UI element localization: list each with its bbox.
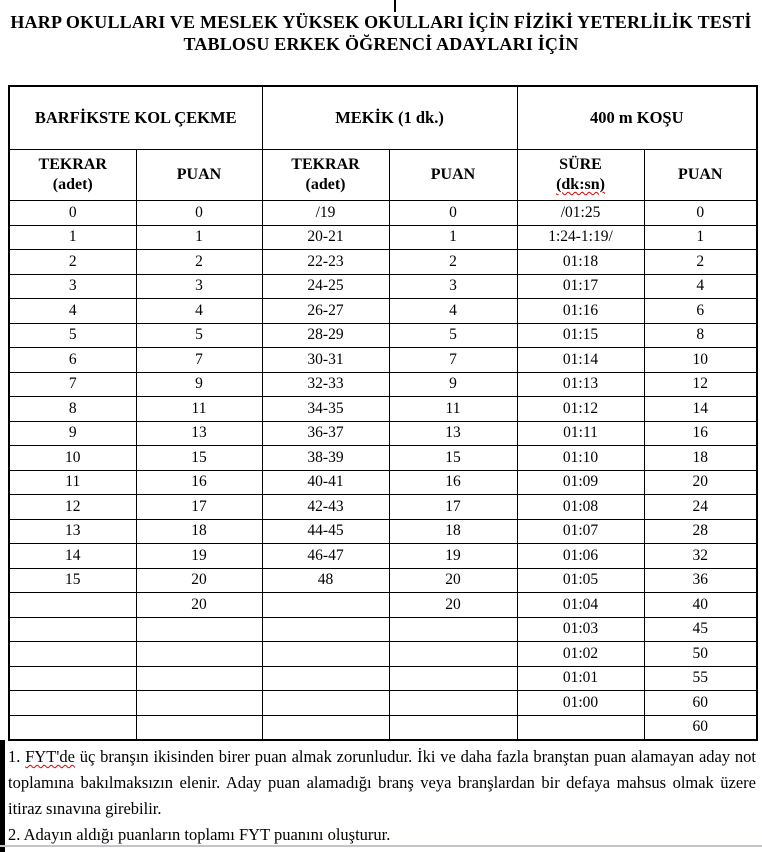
table-cell: 0	[644, 201, 757, 226]
table-cell: 9	[389, 372, 517, 397]
table-cell: 40-41	[262, 470, 389, 495]
footnote-2-text: 2. Adayın aldığı puanların toplamı FYT puanını oluşturur.	[8, 825, 391, 844]
table-cell: 46-47	[262, 544, 389, 569]
table-cell: 18	[136, 519, 262, 544]
table-cell: 11	[9, 470, 136, 495]
table-cell: 36-37	[262, 421, 389, 446]
table-cell: 15	[9, 568, 136, 593]
table-cell: 14	[9, 544, 136, 569]
table-cell: 01:01	[517, 666, 644, 691]
table-cell: 15	[389, 446, 517, 471]
table-cell	[262, 642, 389, 667]
table-cell: 10	[9, 446, 136, 471]
col-header-line: PUAN	[176, 166, 222, 183]
table-cell: 3	[136, 274, 262, 299]
table-cell: 19	[389, 544, 517, 569]
table-cell: 01:03	[517, 617, 644, 642]
table-row	[9, 397, 757, 422]
table-cell: 01:10	[517, 446, 644, 471]
table-row	[9, 691, 757, 716]
table-cell	[9, 715, 136, 740]
table-cell: 8	[644, 323, 757, 348]
table-cell: /01:25	[517, 201, 644, 226]
table-cell: 1:24-1:19/	[517, 225, 644, 250]
table-cell: 7	[9, 372, 136, 397]
table-cell: 01:14	[517, 348, 644, 373]
table-cell: 16	[136, 470, 262, 495]
table-row	[9, 617, 757, 642]
footnote-1	[8, 744, 756, 822]
table-cell: 01:16	[517, 299, 644, 324]
table-cell: 6	[644, 299, 757, 324]
table-cell: 24	[644, 495, 757, 520]
col-header-line: PUAN	[430, 166, 476, 183]
table-cell: 60	[644, 715, 757, 740]
table-cell: 55	[644, 666, 757, 691]
table-row	[9, 544, 757, 569]
page-margin-marker	[0, 740, 5, 852]
table-cell: 9	[136, 372, 262, 397]
table-cell	[9, 691, 136, 716]
table-cell: 01:05	[517, 568, 644, 593]
table-cell: /19	[262, 201, 389, 226]
column-group-run: 400 m KOŞU	[517, 86, 757, 150]
table-cell: 10	[644, 348, 757, 373]
table-row	[9, 323, 757, 348]
table-cell: 18	[389, 519, 517, 544]
table-row	[9, 250, 757, 275]
col-header-situps-score	[389, 150, 517, 201]
table-cell: 0	[389, 201, 517, 226]
table-cell	[389, 617, 517, 642]
table-cell: 5	[389, 323, 517, 348]
table-cell	[517, 715, 644, 740]
table-cell: 42-43	[262, 495, 389, 520]
table-cell	[262, 715, 389, 740]
table-cell: 20-21	[262, 225, 389, 250]
table-cell: 20	[644, 470, 757, 495]
fitness-score-table	[8, 85, 758, 741]
footnote-1-prefix: 1.	[8, 747, 26, 766]
table-cell: 17	[389, 495, 517, 520]
table-cell: 2	[9, 250, 136, 275]
table-cell: 28	[644, 519, 757, 544]
table-cell: 48	[262, 568, 389, 593]
table-row	[9, 593, 757, 618]
score-table-body	[9, 201, 757, 740]
table-cell: 60	[644, 691, 757, 716]
table-row	[9, 519, 757, 544]
table-cell: 01:04	[517, 593, 644, 618]
table-cell: 44-45	[262, 519, 389, 544]
table-cell	[389, 691, 517, 716]
table-cell: 0	[9, 201, 136, 226]
table-cell	[262, 691, 389, 716]
table-cell	[136, 715, 262, 740]
table-cell: 22-23	[262, 250, 389, 275]
table-cell: 4	[389, 299, 517, 324]
table-cell: 19	[136, 544, 262, 569]
table-cell: 0	[136, 201, 262, 226]
table-cell: 4	[9, 299, 136, 324]
table-cell: 26-27	[262, 299, 389, 324]
table-cell: 12	[9, 495, 136, 520]
table-cell: 15	[136, 446, 262, 471]
table-cell: 01:02	[517, 642, 644, 667]
table-cell: 01:06	[517, 544, 644, 569]
table-cell: 01:15	[517, 323, 644, 348]
table-cell: 01:18	[517, 250, 644, 275]
table-cell	[136, 642, 262, 667]
table-cell: 3	[389, 274, 517, 299]
table-cell: 7	[389, 348, 517, 373]
table-cell: 16	[644, 421, 757, 446]
table-cell: 40	[644, 593, 757, 618]
table-cell	[136, 617, 262, 642]
table-cell: 01:12	[517, 397, 644, 422]
table-cell: 38-39	[262, 446, 389, 471]
column-header-row	[9, 150, 757, 201]
col-header-situps-reps	[262, 150, 389, 201]
table-cell: 01:13	[517, 372, 644, 397]
table-cell: 2	[644, 250, 757, 275]
table-cell	[9, 593, 136, 618]
table-cell: 45	[644, 617, 757, 642]
table-cell: 13	[136, 421, 262, 446]
col-header-line: TEKRAR	[291, 156, 360, 173]
table-cell: 12	[644, 372, 757, 397]
table-cell	[262, 666, 389, 691]
table-cell: 11	[389, 397, 517, 422]
title-line-1: HARP OKULLARI VE MESLEK YÜKSEK OKULLARI İÇİN FİZİKİ YETERLİLİK TESTİ	[10, 12, 752, 32]
table-cell: 20	[389, 593, 517, 618]
table-cell: 01:08	[517, 495, 644, 520]
table-cell: 6	[9, 348, 136, 373]
table-cell: 32-33	[262, 372, 389, 397]
table-row	[9, 666, 757, 691]
table-cell: 50	[644, 642, 757, 667]
footnote-1-text: üç branşın ikisinden birer puan almak zorunludur. İki ve daha fazla branştan puan alamayan aday not toplamına bakılmaksızın elenir. Aday puan alamadığı branş veya branşlardan bir defaya mahsus olmak üzere itiraz sınavına girebilir.	[8, 747, 757, 818]
table-cell: 5	[9, 323, 136, 348]
table-cell: 01:07	[517, 519, 644, 544]
table-cell: 1	[389, 225, 517, 250]
page-bottom-rule	[0, 845, 762, 847]
table-cell: 9	[9, 421, 136, 446]
table-cell: 8	[9, 397, 136, 422]
col-header-line: TEKRAR	[38, 156, 107, 173]
table-cell: 32	[644, 544, 757, 569]
table-cell: 14	[644, 397, 757, 422]
table-cell: 28-29	[262, 323, 389, 348]
table-cell: 4	[136, 299, 262, 324]
col-header-line: (adet)	[305, 176, 346, 193]
table-cell	[136, 666, 262, 691]
table-cell: 36	[644, 568, 757, 593]
table-cell: 4	[644, 274, 757, 299]
table-row	[9, 495, 757, 520]
table-cell: 3	[9, 274, 136, 299]
table-row	[9, 299, 757, 324]
table-cell: 34-35	[262, 397, 389, 422]
table-cell	[9, 666, 136, 691]
table-cell: 1	[644, 225, 757, 250]
col-header-run-time	[517, 150, 644, 201]
table-row	[9, 372, 757, 397]
col-header-line: (adet)	[52, 176, 93, 193]
document-title	[0, 11, 762, 55]
table-cell	[9, 617, 136, 642]
table-row	[9, 470, 757, 495]
footnotes	[8, 744, 756, 848]
group-header-row	[9, 86, 757, 150]
table-cell: 13	[9, 519, 136, 544]
table-row	[9, 421, 757, 446]
table-cell: 1	[136, 225, 262, 250]
table-cell: 01:17	[517, 274, 644, 299]
col-header-line: SÜRE	[559, 156, 602, 173]
table-cell: 20	[136, 568, 262, 593]
table-cell: 1	[9, 225, 136, 250]
table-row	[9, 274, 757, 299]
table-row	[9, 225, 757, 250]
table-cell: 16	[389, 470, 517, 495]
table-cell: 2	[389, 250, 517, 275]
title-line-2: TABLOSU ERKEK ÖĞRENCİ ADAYLARI İÇİN	[183, 34, 579, 54]
col-header-line-misspelled: (dk:sn)	[556, 176, 605, 193]
col-header-run-score	[644, 150, 757, 201]
table-row	[9, 201, 757, 226]
column-group-situps: MEKİK (1 dk.)	[262, 86, 517, 150]
table-cell	[389, 666, 517, 691]
table-cell: 17	[136, 495, 262, 520]
table-cell: 11	[136, 397, 262, 422]
table-cell: 2	[136, 250, 262, 275]
table-cell: 30-31	[262, 348, 389, 373]
table-cell	[389, 642, 517, 667]
table-cell: 24-25	[262, 274, 389, 299]
table-row	[9, 348, 757, 373]
table-cell: 01:09	[517, 470, 644, 495]
table-cell: 01:00	[517, 691, 644, 716]
table-cell: 20	[389, 568, 517, 593]
table-cell: 01:11	[517, 421, 644, 446]
table-row	[9, 715, 757, 740]
table-cell: 5	[136, 323, 262, 348]
table-row	[9, 568, 757, 593]
table-cell: 7	[136, 348, 262, 373]
col-header-line: PUAN	[678, 166, 723, 183]
table-cell	[9, 642, 136, 667]
table-cell	[136, 691, 262, 716]
column-group-pullups: BARFİKSTE KOL ÇEKME	[9, 86, 262, 150]
col-header-pullups-score	[136, 150, 262, 201]
table-cell: 20	[136, 593, 262, 618]
table-row	[9, 642, 757, 667]
table-cell	[262, 593, 389, 618]
table-cell: 18	[644, 446, 757, 471]
table-cell	[389, 715, 517, 740]
col-header-pullups-reps	[9, 150, 136, 201]
table-cell: 13	[389, 421, 517, 446]
table-row	[9, 446, 757, 471]
table-cell	[262, 617, 389, 642]
footnote-1-misspelled-word: FYT'de	[25, 747, 75, 766]
